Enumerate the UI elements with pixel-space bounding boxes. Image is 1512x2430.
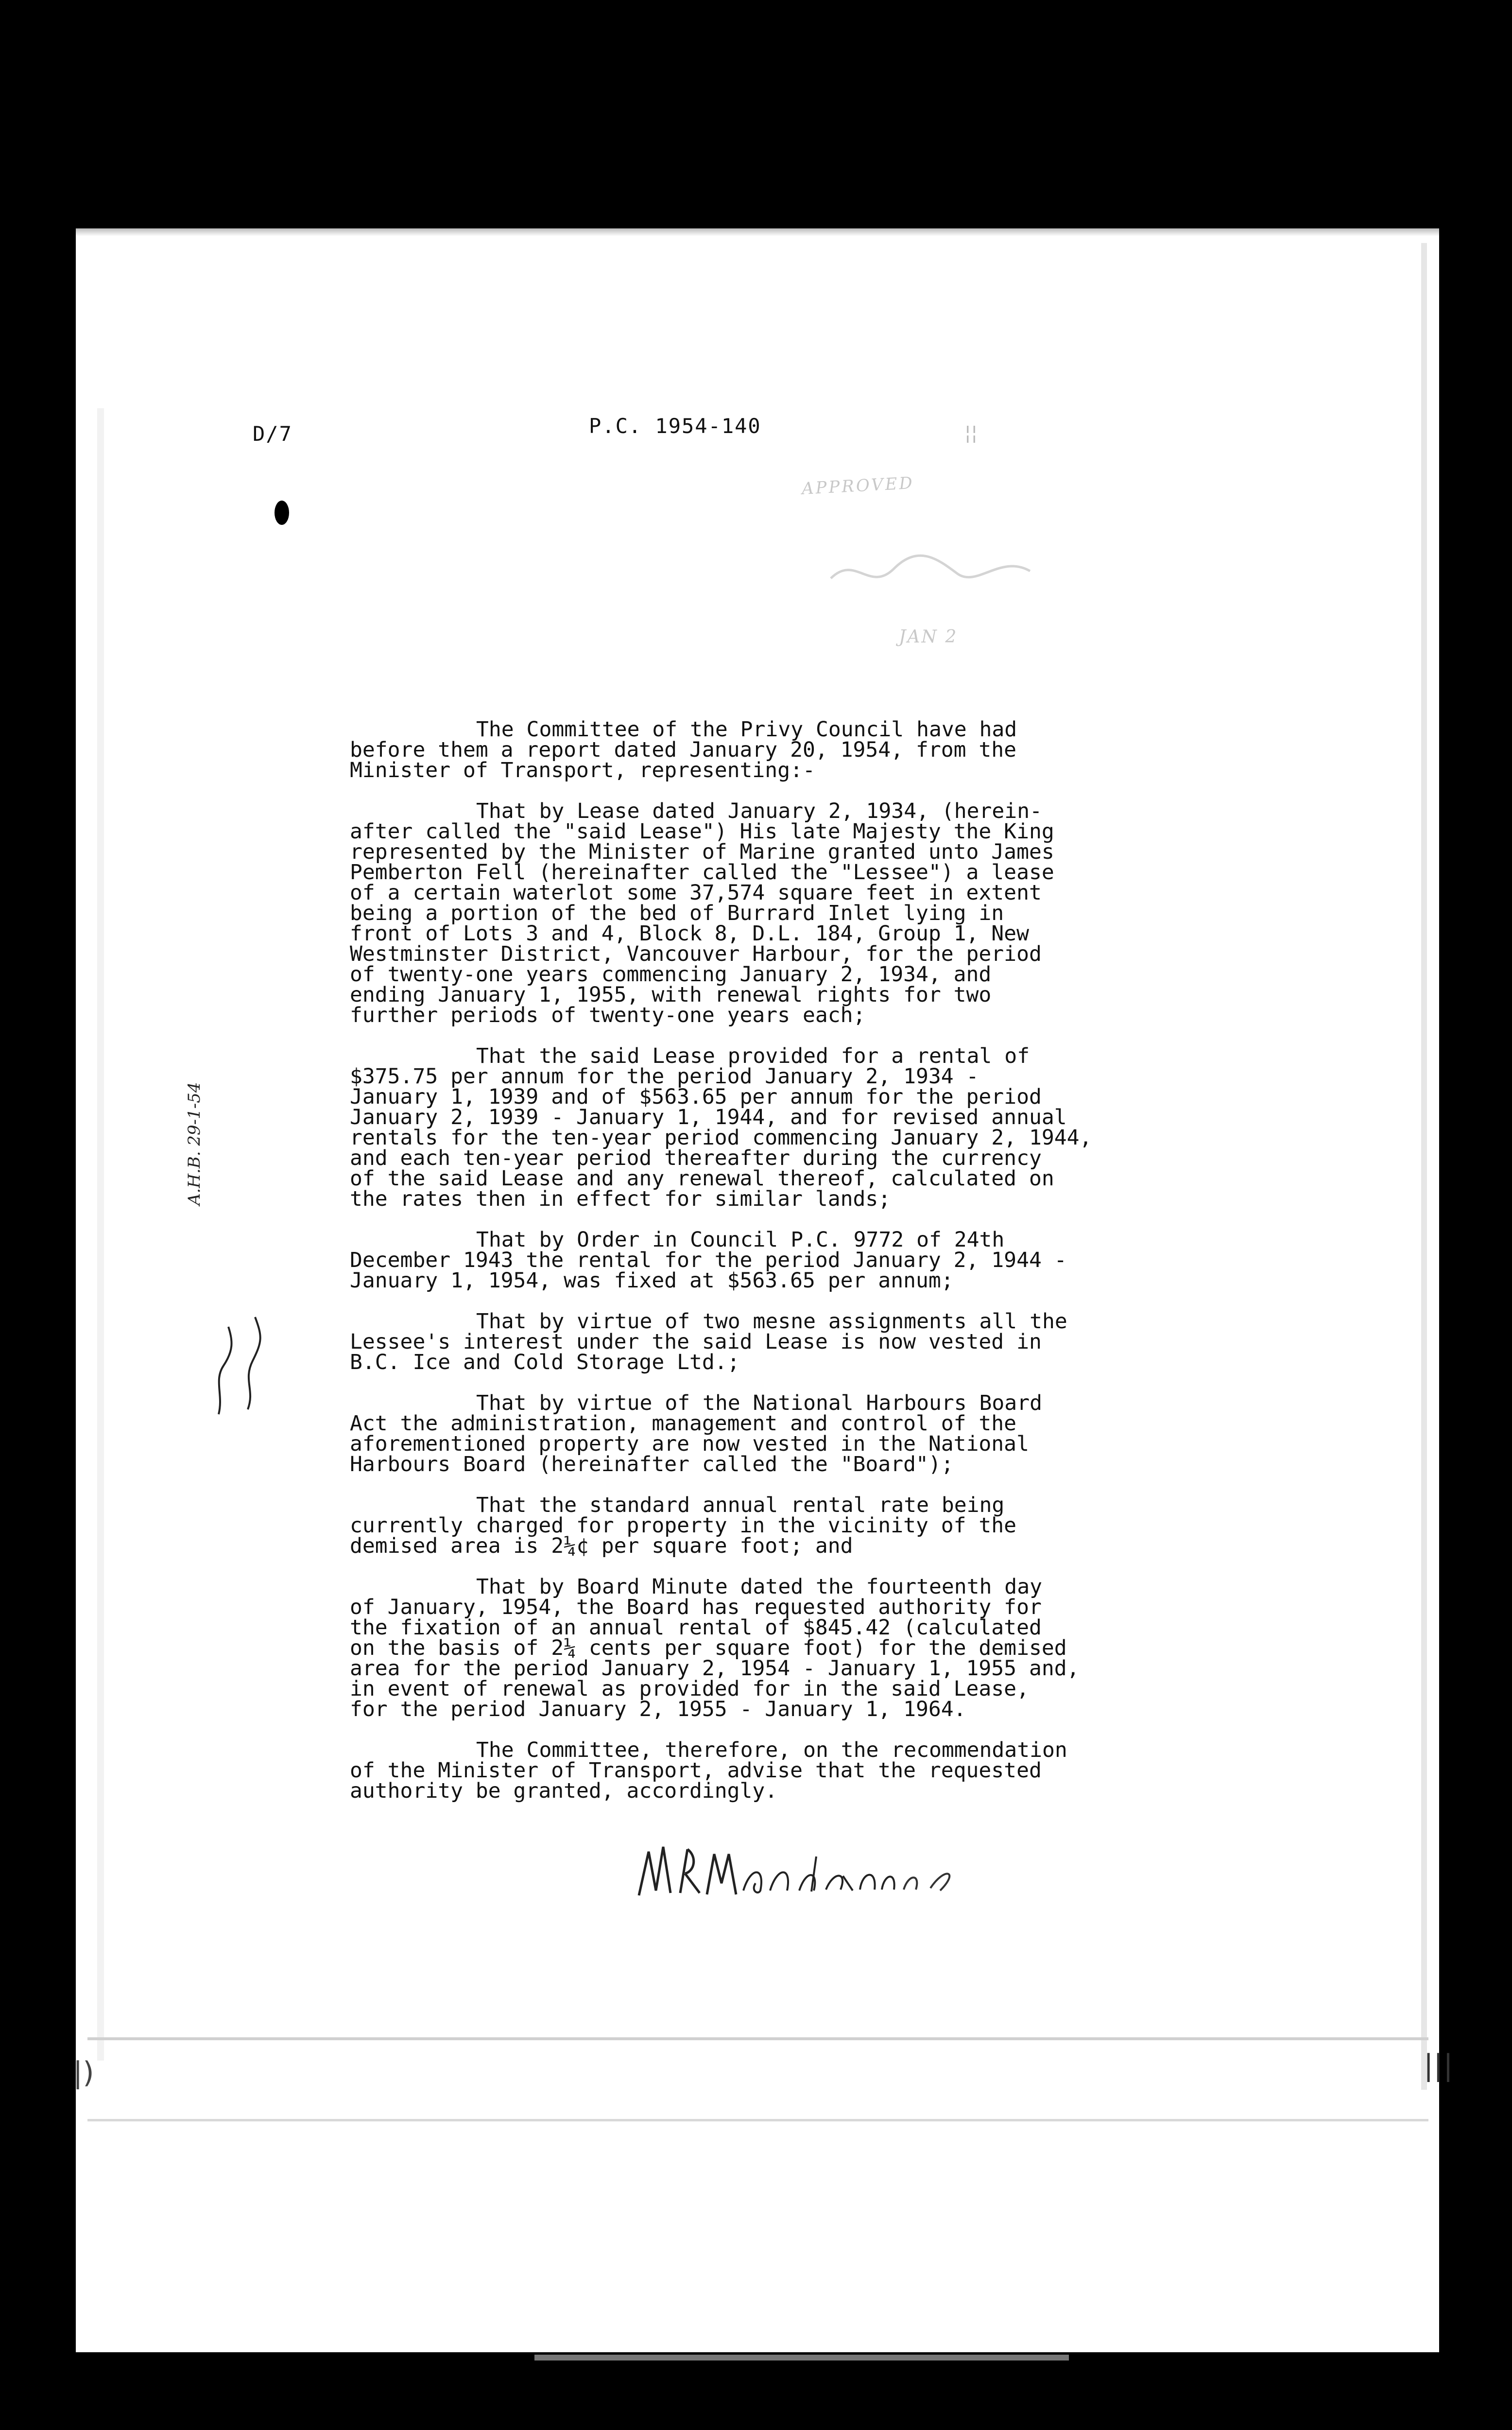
sheet-fold-line	[87, 2037, 1428, 2040]
line: That by Board Minute dated the fourteenth day	[476, 1575, 1042, 1599]
line: area for the period January 2, 1954 - January 1, 1955 and,	[350, 1656, 1080, 1681]
line: and each ten-year period thereafter during the currency	[350, 1146, 1042, 1170]
paragraph	[350, 1046, 1127, 1209]
line: The Committee, therefore, on the recommendation	[476, 1738, 1067, 1762]
bottom-edge-strip	[534, 2355, 1069, 2361]
approved-stamp: APPROVED	[801, 473, 915, 499]
sheet-fold-line-lower	[87, 2119, 1428, 2121]
line: of twenty-one years commencing January 2, 1934, and	[350, 962, 992, 987]
line: January 2, 1939 - January 1, 1944, and for revised annual	[350, 1105, 1067, 1129]
line: That by virtue of two mesne assignments all the	[476, 1309, 1067, 1334]
margin-ticks: ¦¦	[964, 422, 978, 444]
line: front of Lots 3 and 4, Block 8, D.L. 184, Group 1, New	[350, 921, 1029, 946]
line: in event of renewal as provided for in the said Lease,	[350, 1677, 1029, 1701]
paragraph	[350, 719, 1127, 781]
line: That by Lease dated January 2, 1934, (herein-	[476, 799, 1042, 823]
line: January 1, 1939 and of $563.65 per annum for the period	[350, 1085, 1042, 1109]
line: January 1, 1954, was fixed at $563.65 per annum;	[350, 1268, 954, 1293]
line: represented by the Minister of Marine granted unto James	[350, 840, 1054, 864]
paragraph	[350, 801, 1127, 1025]
line: That by virtue of the National Harbours Board	[476, 1391, 1042, 1415]
paragraph	[350, 1393, 1127, 1475]
punch-hole	[275, 501, 289, 525]
page-top-shadow	[76, 228, 1439, 236]
line: after called the "said Lease") His late Majesty the King	[350, 819, 1054, 844]
line: The Committee of the Privy Council have had	[476, 717, 1017, 742]
paragraph	[350, 1740, 1127, 1801]
line: December 1943 the rental for the period January 2, 1944 -	[350, 1248, 1067, 1272]
line: That the standard annual rental rate being	[476, 1493, 1005, 1517]
line: the fixation of an annual rental of $845.42 (calculated	[350, 1615, 1042, 1640]
paragraph	[350, 1577, 1127, 1719]
left-edge-bracket: |)	[73, 2056, 94, 2090]
line: $375.75 per annum for the period January 2, 1934 -	[350, 1064, 979, 1089]
line: B.C. Ice and Cold Storage Ltd.;	[350, 1350, 740, 1374]
line: of the said Lease and any renewal thereof, calculated on	[350, 1166, 1054, 1191]
line: on the basis of 2¼ cents per square foot) for the demised	[350, 1636, 1067, 1660]
line: aforementioned property are now vested in the National	[350, 1432, 1029, 1456]
signature	[634, 1837, 1003, 1910]
paragraph	[350, 1495, 1127, 1556]
order-number: P.C. 1954-140	[589, 414, 761, 438]
line: Act the administration, management and control of the	[350, 1411, 1017, 1436]
file-code: D/7	[253, 422, 292, 446]
order-body	[350, 719, 1127, 1822]
line: Minister of Transport, representing:-	[350, 758, 815, 782]
line: the rates then in effect for similar lands;	[350, 1187, 891, 1211]
line: demised area is 2¼¢ per square foot; and	[350, 1534, 853, 1558]
line: for the period January 2, 1955 - January 1, 1964.	[350, 1697, 966, 1721]
paragraph	[350, 1230, 1127, 1291]
faded-stamp-scrawl	[826, 525, 1098, 612]
line: of a certain waterlot some 37,574 square feet in extent	[350, 881, 1042, 905]
line: ending January 1, 1955, with renewal rights for two	[350, 983, 992, 1007]
underlying-sheet-edge	[1421, 243, 1427, 2090]
stamp-date: JAN 2	[899, 627, 958, 647]
line: Lessee's interest under the said Lease is now vested in	[350, 1330, 1042, 1354]
line: being a portion of the bed of Burrard Inlet lying in	[350, 901, 1004, 925]
page-left-shade	[97, 408, 104, 2061]
line: Pemberton Fell (hereinafter called the "Lessee") a lease	[350, 860, 1054, 885]
line: That by Order in Council P.C. 9772 of 24th	[476, 1228, 1005, 1252]
line: before them a report dated January 20, 1954, from the	[350, 738, 1017, 762]
paragraph	[350, 1311, 1127, 1372]
line: That the said Lease provided for a rental of	[476, 1044, 1030, 1068]
margin-handwritten-note	[175, 1082, 282, 1429]
line: currently charged for property in the vicinity of the	[350, 1513, 1017, 1538]
line: Westminster District, Vancouver Harbour, for the period	[350, 942, 1042, 966]
margin-note-text: A.H.B. 29-1-54	[185, 1082, 204, 1205]
line: rentals for the ten-year period commencing January 2, 1944,	[350, 1126, 1092, 1150]
line: of the Minister of Transport, advise that the requested	[350, 1758, 1042, 1783]
line: Harbours Board (hereinafter called the "Board");	[350, 1452, 954, 1476]
right-edge-bracket: |||	[1424, 2048, 1453, 2083]
line: authority be granted, accordingly.	[350, 1779, 778, 1803]
line: of January, 1954, the Board has requested authority for	[350, 1595, 1042, 1619]
line: further periods of twenty-one years each;	[350, 1003, 866, 1027]
